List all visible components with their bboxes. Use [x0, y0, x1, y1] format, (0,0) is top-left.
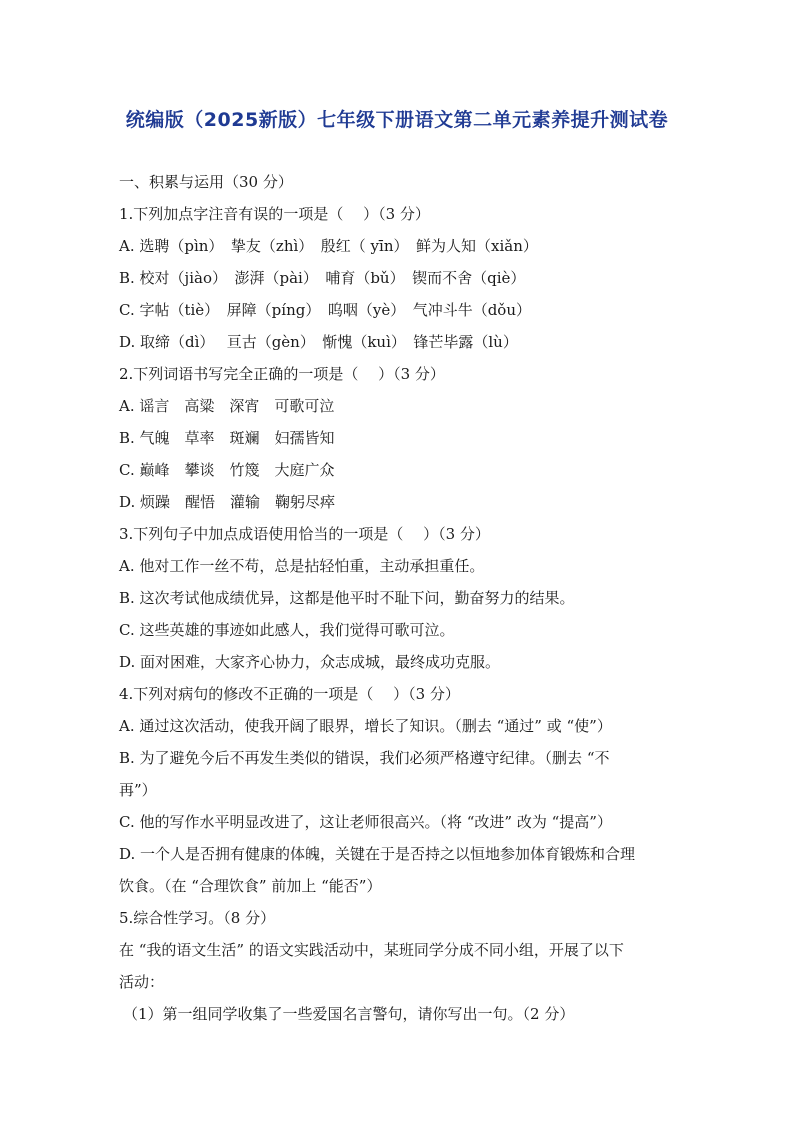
question-4-stem: 4.下列对病句的修改不正确的一项是（ ）（3 分） [119, 685, 460, 703]
question-4-option-d: D. 一个人是否拥有健康的体魄，关键在于是否持之以恒地参加体育锻炼和合理 [119, 845, 636, 863]
question-1-stem: 1.下列加点字注音有误的一项是（ ）（3 分） [119, 205, 430, 223]
question-3-option-c: C. 这些英雄的事迹如此感人，我们觉得可歌可泣。 [119, 621, 455, 639]
question-3-option-d: D. 面对困难，大家齐心协力，众志成城，最终成功克服。 [119, 653, 501, 671]
question-4-option-b: B. 为了避免今后不再发生类似的错误，我们必须严格遵守纪律。（删去 “不 [119, 749, 610, 767]
question-1-option-c: C. 字帖（tiè） 屏障（píng） 呜咽（yè） 气冲斗牛（dǒu） [119, 301, 531, 319]
question-1-option-a: A. 选聘（pìn） 挚友（zhì） 殷红（ yīn） 鲜为人知（xiǎn） [119, 237, 538, 255]
question-4-option-d-continued: 饮食。（在 “合理饮食” 前加上 “能否”） [119, 877, 382, 895]
page-title: 统编版（2025新版）七年级下册语文第二单元素养提升测试卷 [125, 109, 669, 131]
question-2-option-b: B. 气魄 草率 斑斓 妇孺皆知 [119, 429, 335, 447]
section-heading: 一、积累与运用（30 分） [119, 173, 293, 191]
exam-content [119, 166, 699, 1030]
question-1-option-d: D. 取缔（dì） 亘古（gèn） 惭愧（kuì） 锋芒毕露（lù） [119, 333, 518, 351]
question-3-option-b: B. 这次考试他成绩优异，这都是他平时不耻下问，勤奋努力的结果。 [119, 589, 575, 607]
question-2-option-a: A. 谣言 高粱 深宵 可歌可泣 [119, 397, 335, 415]
question-5-intro-continued: 活动： [119, 973, 165, 991]
question-3-option-a: A. 他对工作一丝不苟，总是拈轻怕重，主动承担重任。 [119, 557, 485, 575]
question-5-subquestion-1: （1）第一组同学收集了一些爱国名言警句，请你写出一句。（2 分） [123, 1005, 575, 1023]
question-4-option-b-continued: 再”） [119, 781, 157, 799]
question-2-option-d: D. 烦躁 醒悟 灌输 鞠躬尽瘁 [119, 493, 336, 511]
question-2-option-c: C. 巅峰 攀谈 竹篾 大庭广众 [119, 461, 335, 479]
question-2-stem: 2.下列词语书写完全正确的一项是（ ）（3 分） [119, 365, 445, 383]
question-4-option-c: C. 他的写作水平明显改进了，这让老师很高兴。（将 “改进” 改为 “提高”） [119, 813, 612, 831]
question-5-intro: 在 “我的语文生活” 的语文实践活动中，某班同学分成不同小组，开展了以下 [119, 941, 624, 959]
question-3-stem: 3.下列句子中加点成语使用恰当的一项是（ ）（3 分） [119, 525, 490, 543]
question-4-option-a: A. 通过这次活动，使我开阔了眼界，增长了知识。（删去 “通过” 或 “使”） [119, 717, 612, 735]
question-5-stem: 5.综合性学习。（8 分） [119, 909, 276, 927]
question-1-option-b: B. 校对（jiào） 澎湃（pài） 哺育（bǔ） 锲而不舍（qiè） [119, 269, 526, 287]
